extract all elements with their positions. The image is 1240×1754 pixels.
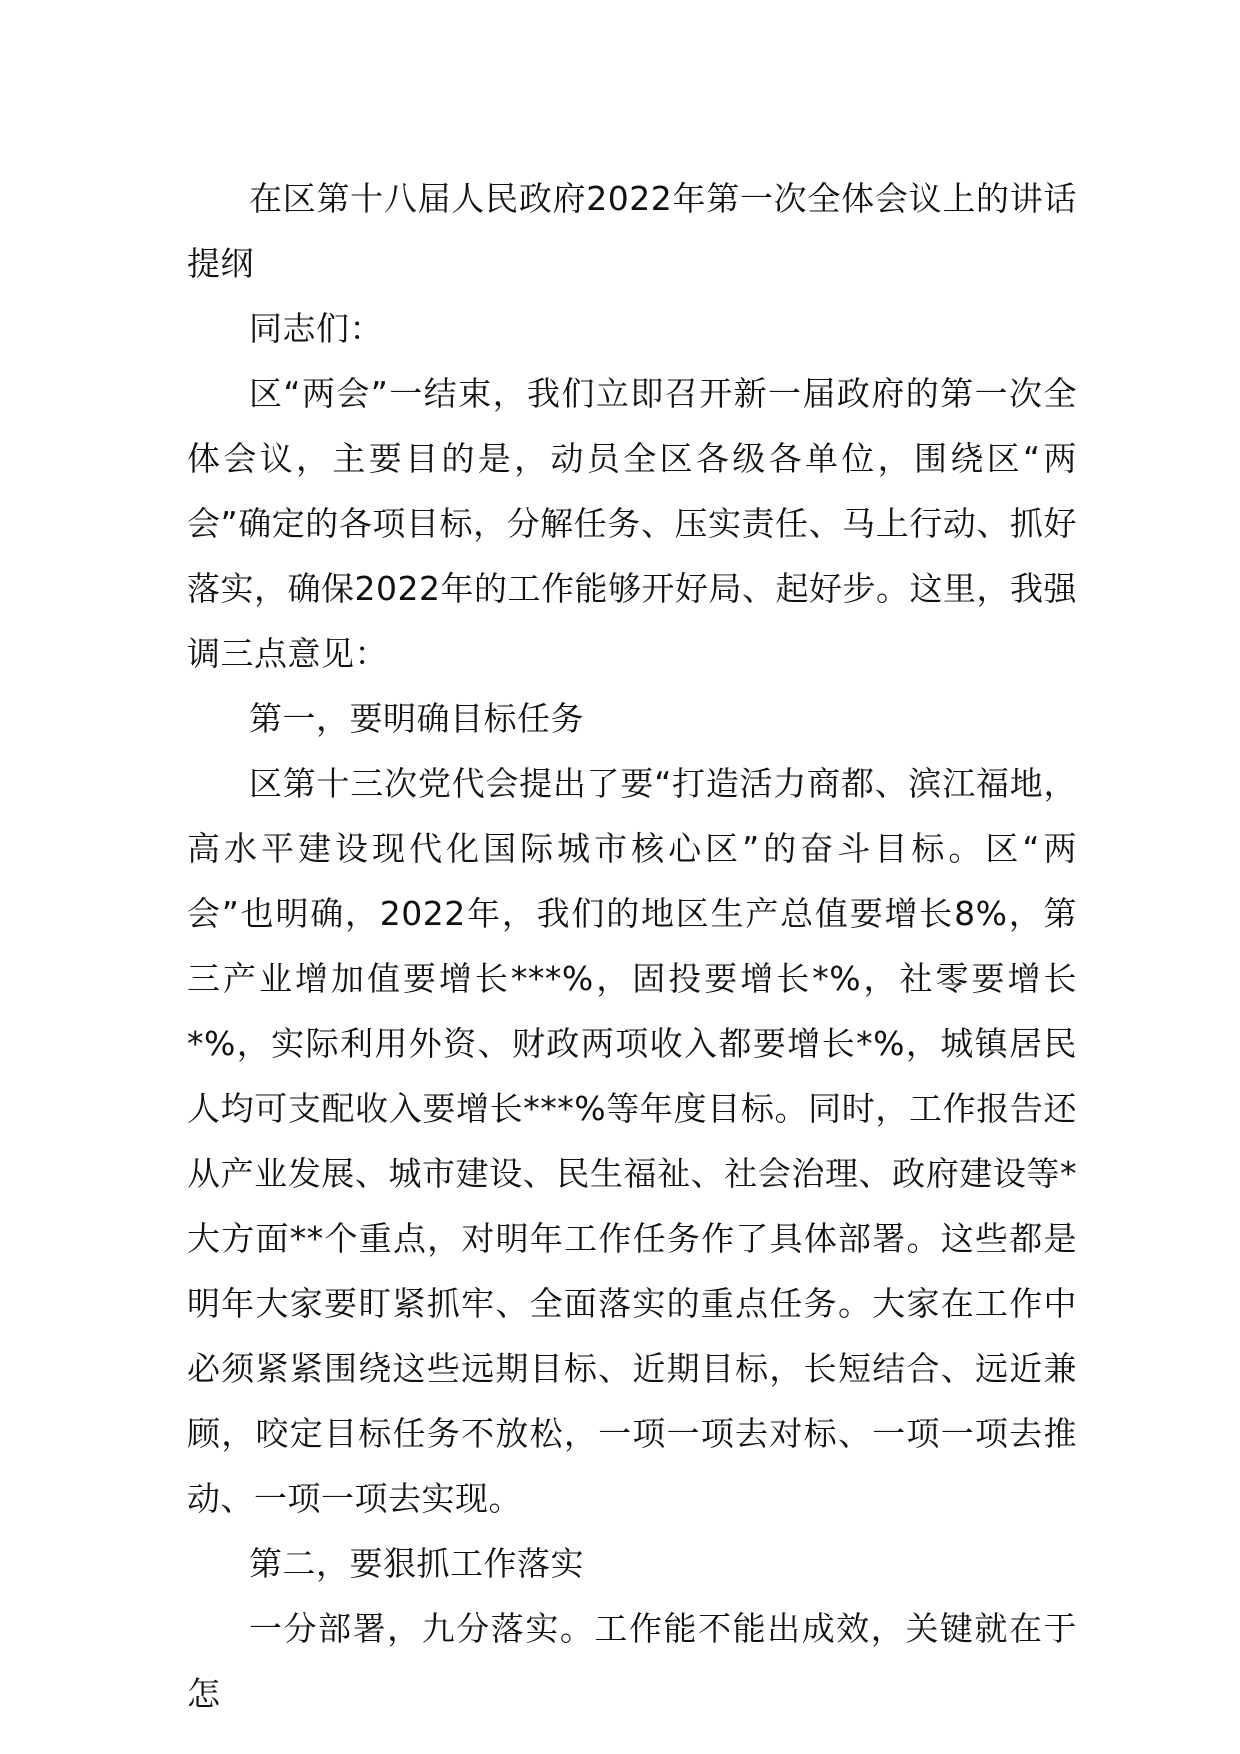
section-heading-first: 第一，要明确目标任务 <box>249 699 584 738</box>
paragraph-first-section: 区第十三次党代会提出了要“打造活力商都、滨江福地，高水平建设现代化国际城市核心区”的奋斗目标。区“两会”也明确，2022年，我们的地区生产总值要增长8%，第三产业增加值要增长***%，固投要增长*%，社零要增长*%，实际利用外资、财政两项收入都要增长*%，城镇居民人均可支配收入要增长***%等年度目标。同时，工作报告还从产业发展、城市建设、民生福祉、社会治理、政府建设等*大方面**个重点，对明年工作任务作了具体部署。这些都是明年大家要盯紧抓牢、全面落实的重点任务。大家在工作中必须紧紧围绕这些远期目标、近期目标，长短结合、远近兼顾，咬定目标任务不放松，一项一项去对标、一项一项去推动、一项一项去实现。 <box>187 764 1077 1518</box>
salutation: 同志们： <box>249 309 383 348</box>
section-heading-second: 第二，要狠抓工作落实 <box>249 1544 584 1583</box>
document-title: 在区第十八届人民政府2022年第一次全体会议上的讲话提纲 <box>187 179 1077 283</box>
paragraph-intro: 区“两会”一结束，我们立即召开新一届政府的第一次全体会议，主要目的是，动员全区各级各单位，围绕区“两会”确定的各项目标，分解任务、压实责任、马上行动、抓好落实，确保2022年的工作能够开好局、起好步。这里，我强调三点意见： <box>187 374 1077 673</box>
paragraph-second-section: 一分部署，九分落实。工作能不能出成效，关键就在于怎 <box>187 1609 1077 1713</box>
document-body <box>187 166 1077 1726</box>
